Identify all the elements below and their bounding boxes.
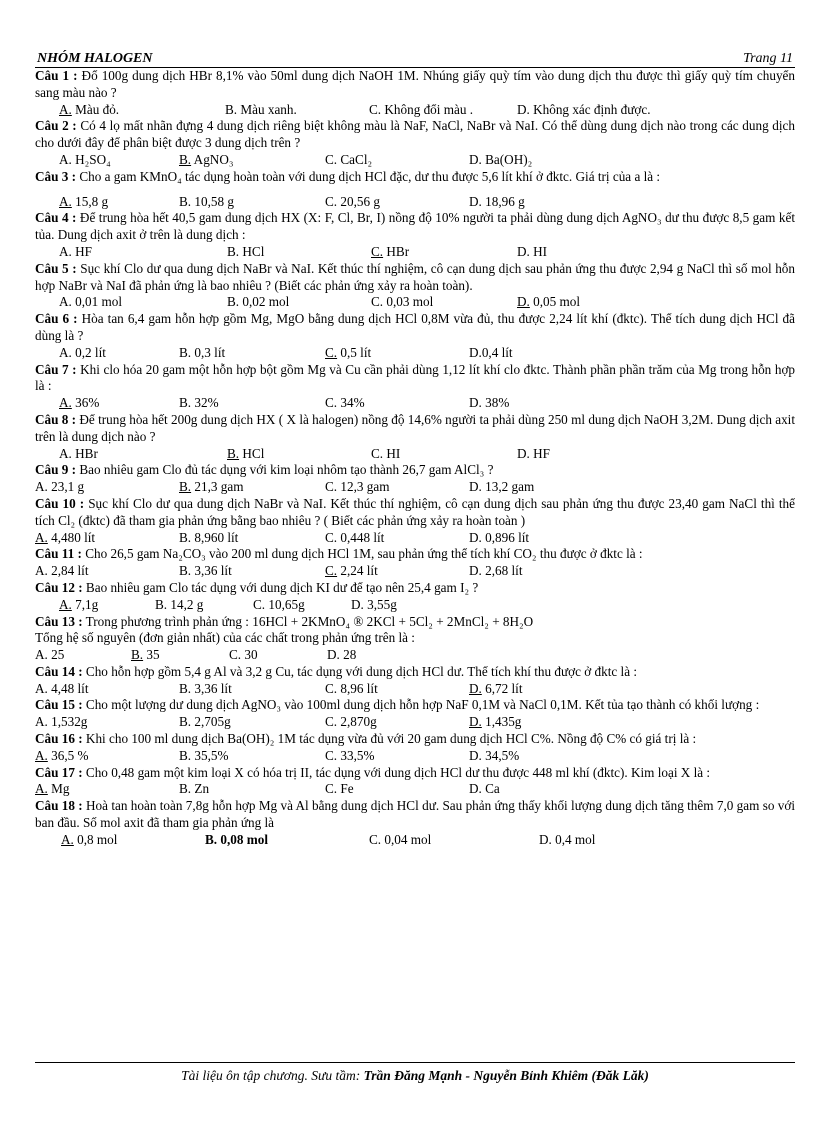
correct-option-key: C.	[325, 344, 338, 360]
option-text: 32%	[194, 395, 219, 411]
option-key: C.	[369, 101, 382, 117]
option-text: 18,96 g	[485, 193, 525, 209]
correct-option-key: B.	[179, 151, 192, 167]
option-b	[227, 244, 371, 261]
option-c	[325, 395, 469, 412]
option-d	[517, 294, 717, 311]
question-1	[35, 68, 795, 102]
question-list	[35, 68, 795, 849]
option-c	[371, 244, 517, 261]
option-text: Màu đỏ.	[75, 101, 120, 117]
option-b	[179, 781, 325, 798]
question-label: Câu 6 :	[35, 311, 78, 327]
question-text: Cho 26,5 gam Na₂CO₃ vào 200 ml dung dịch HCl 1M, sau phản ứng thể tích khí CO₂ thu được ở đktc là :	[81, 546, 643, 562]
option-key: B.	[155, 596, 168, 612]
correct-option-key: A.	[59, 395, 72, 411]
option-text: Màu xanh.	[240, 101, 297, 117]
question-label: Câu 15 :	[35, 697, 83, 713]
option-d	[469, 563, 669, 580]
option-key: C.	[325, 781, 338, 797]
option-d	[351, 597, 551, 614]
question-label: Câu 2 :	[35, 118, 77, 134]
answer-options	[35, 479, 795, 496]
question-text: Đổ 100g dung dịch HBr 8,1% vào 50ml dung dịch NaOH 1M. Nhúng giấy quỳ tím vào dung dịch thu được thì giấy quỳ tím chuyển sang màu nào ?	[35, 68, 796, 100]
question-text: Cho a gam KMnO₄ tác dụng hoàn toàn với dung dịch HCl đặc, dư thu được 5,6 lít khí ở đktc. Giá trị của a là :	[76, 168, 661, 184]
option-text: 36,5 %	[51, 747, 89, 763]
question-label: Câu 5 :	[35, 260, 77, 276]
question-label: Câu 8 :	[35, 411, 77, 427]
option-text: 0,01 mol	[75, 294, 123, 310]
option-c	[371, 446, 517, 463]
question-text: Bao nhiêu gam Clo đủ tác dụng với kim loại nhôm tạo thành 26,7 gam AlCl₃ ?	[76, 462, 494, 478]
option-key: D.	[517, 101, 530, 117]
page-header	[35, 50, 795, 68]
option-text: 35	[146, 647, 160, 663]
option-c	[325, 345, 469, 362]
option-key: C.	[253, 596, 266, 612]
option-text: HCl	[242, 243, 265, 259]
question-label: Câu 1 :	[35, 68, 78, 83]
answer-options	[35, 714, 795, 731]
option-text: HBr	[386, 243, 410, 259]
question-text: Để trung hòa hết 40,5 gam dung dịch HX (X: F, Cl, Br, I) nồng độ 10% người ta phải dùng dung dịch AgNO₃ dư thu được 8,5 gam kết tủa. Dung dịch axit ở trên là dung dịch :	[35, 210, 795, 243]
option-key: B.	[179, 680, 192, 696]
option-key: A.	[59, 294, 72, 310]
option-key: C.	[371, 294, 384, 310]
option-key: C.	[325, 747, 338, 763]
question-18	[35, 798, 795, 832]
option-text: 10,58 g	[194, 193, 234, 209]
option-text: 0,5 lít	[340, 344, 372, 360]
option-text: 0,4 lít	[481, 344, 513, 360]
option-text: HCl	[242, 445, 265, 461]
option-key: A.	[35, 479, 48, 495]
question-label: Câu 13 :	[35, 613, 83, 629]
option-text: 12,3 gam	[340, 479, 390, 495]
question-7	[35, 362, 795, 396]
option-d	[469, 479, 669, 496]
question-text: Trong phương trình phản ứng : 16HCl + 2KMnO₄ ® 2KCl + 5Cl₂ + 2MnCl₂ + 8H₂O	[82, 613, 534, 629]
option-b	[179, 714, 325, 731]
option-d	[517, 102, 717, 119]
option-key: D.	[539, 831, 552, 847]
answer-options	[35, 781, 795, 798]
option-key: D.	[517, 445, 530, 461]
option-text: 33,5%	[340, 747, 375, 763]
option-text: Không đổi màu .	[384, 101, 474, 117]
option-text: 4,48 lít	[51, 680, 89, 696]
option-b	[227, 446, 371, 463]
option-text: 6,72 lít	[485, 680, 523, 696]
option-a	[59, 395, 179, 412]
header-title: NHÓM HALOGEN	[37, 51, 153, 66]
option-text: 28	[343, 647, 357, 663]
question-9	[35, 462, 795, 479]
answer-options	[35, 102, 795, 119]
option-text: HI	[533, 243, 548, 259]
option-key: C.	[371, 445, 384, 461]
option-text: Ca	[485, 781, 500, 797]
correct-option-key: D.	[469, 680, 482, 696]
option-key: A.	[59, 344, 72, 360]
option-text: 8,96 lít	[340, 680, 378, 696]
option-a	[35, 748, 179, 765]
question-6	[35, 311, 795, 345]
option-key: C.	[325, 529, 338, 545]
option-text: Không xác định được.	[533, 101, 651, 117]
option-d	[469, 152, 669, 169]
question-text: Cho 0,48 gam một kim loại X có hóa trị II, tác dụng với dung dịch HCl dư thu được 448 ml khí (đktc). Kim loại X là :	[82, 764, 711, 780]
option-d	[327, 647, 527, 664]
option-text: 0,03 mol	[386, 294, 434, 310]
question-label: Câu 16 :	[35, 731, 83, 747]
option-c	[229, 647, 327, 664]
question-text: Cho một lượng dư dung dịch AgNO₃ vào 100ml dung dịch hỗn hợp NaF 0,1M và NaCl 0,1M. Kết tủa tạo thành có khối lượng :	[82, 697, 760, 713]
option-key: C.	[325, 680, 338, 696]
option-b	[179, 479, 325, 496]
answer-options	[35, 395, 795, 412]
footer-source: Tài liệu ôn tập chương. Sưu tầm:	[181, 1068, 364, 1083]
option-text: 4,480 lít	[51, 529, 96, 545]
option-key: D.	[469, 479, 482, 495]
option-text: 2,68 lít	[485, 563, 523, 579]
option-b	[179, 395, 325, 412]
option-text: 0,08 mol	[220, 831, 269, 847]
option-c	[325, 479, 469, 496]
option-key: C.	[229, 647, 242, 663]
correct-option-key: A.	[35, 781, 48, 797]
option-text: 8,960 lít	[194, 529, 239, 545]
option-text: 23,1 g	[51, 479, 85, 495]
option-key: D.	[469, 747, 482, 763]
option-b	[225, 102, 369, 119]
option-key: D.	[517, 243, 530, 259]
option-text: 21,3 gam	[194, 479, 244, 495]
option-b	[179, 681, 325, 698]
option-d	[517, 446, 717, 463]
option-text: 36%	[75, 395, 100, 411]
option-key: D.	[327, 647, 340, 663]
question-5	[35, 261, 795, 295]
option-c	[253, 597, 351, 614]
option-text: 0,4 mol	[555, 831, 596, 847]
option-c	[325, 748, 469, 765]
option-text: 38%	[485, 395, 510, 411]
option-text: 0,05 mol	[533, 294, 581, 310]
question-text: Để trung hòa hết 200g dung dịch HX ( X là halogen) nồng độ 14,6% người ta phải dùng 250 ml dung dịch NaOH 3,2M. Dung dịch axit trên là dung dịch nào ?	[35, 411, 796, 444]
option-key: B.	[179, 193, 192, 209]
option-d	[517, 244, 717, 261]
option-key: A.	[35, 647, 48, 663]
option-text: 0,04 mol	[384, 831, 432, 847]
option-text: CaCl₂	[340, 151, 373, 167]
option-key: D.	[469, 193, 482, 209]
answer-options	[35, 563, 795, 580]
option-key: D.	[469, 151, 482, 167]
option-key: B.	[179, 563, 192, 579]
question-17	[35, 765, 795, 782]
option-c	[325, 194, 469, 211]
option-a	[59, 597, 155, 614]
answer-options	[35, 647, 795, 664]
option-text: 2,870g	[340, 714, 377, 730]
option-b	[227, 294, 371, 311]
option-text: 34%	[340, 395, 365, 411]
option-a	[35, 530, 179, 547]
question-label: Câu 3 :	[35, 168, 77, 184]
option-a	[35, 647, 131, 664]
answer-options	[35, 446, 795, 463]
option-text: HF	[533, 445, 550, 461]
question-10	[35, 496, 795, 530]
question-15	[35, 697, 795, 714]
option-text: 25	[51, 647, 65, 663]
option-text: 3,36 lít	[194, 680, 232, 696]
option-a	[59, 194, 179, 211]
option-key: A.	[35, 680, 48, 696]
option-text: 34,5%	[485, 747, 520, 763]
option-text: 10,65g	[268, 596, 305, 612]
option-a	[59, 294, 227, 311]
question-12	[35, 580, 795, 597]
option-a	[59, 345, 179, 362]
option-b	[179, 345, 325, 362]
option-a	[35, 563, 179, 580]
option-text: 15,8 g	[75, 193, 109, 209]
option-d	[469, 714, 669, 731]
option-c	[369, 102, 517, 119]
option-key: A.	[59, 445, 72, 461]
question-text: Bao nhiêu gam Clo tác dụng với dung dịch KI dư để tạo nên 25,4 gam I₂ ?	[82, 579, 479, 595]
correct-option-key: A.	[35, 747, 48, 763]
option-text: H₂SO₄	[75, 151, 111, 167]
question-text: Hoà tan hoàn toàn 7,8g hỗn hợp Mg và Al bằng dung dịch HCl dư. Sau phản ứng thấy khối lượng dung dịch tăng thêm 7,0 gam so với ban đầu. Số mol axit đã tham gia phản ứng là	[35, 798, 795, 831]
answer-options	[35, 152, 795, 169]
option-c	[325, 563, 469, 580]
correct-option-key: B.	[227, 445, 240, 461]
option-text: Fe	[340, 781, 354, 797]
option-key: B.	[179, 781, 192, 797]
option-c	[325, 681, 469, 698]
option-a	[35, 681, 179, 698]
question-text: Khi clo hóa 20 gam một hỗn hợp bột gồm Mg và Cu cần phải dùng 1,12 lít khí clo đktc. Thành phần phần trăm của Mg trong hỗn hợp là :	[35, 361, 796, 394]
answer-options	[35, 832, 795, 849]
answer-options	[35, 244, 795, 261]
option-key: B.	[179, 395, 192, 411]
correct-option-key: B.	[179, 479, 192, 495]
option-c	[369, 832, 539, 849]
option-key: C.	[325, 395, 338, 411]
option-c	[325, 530, 469, 547]
option-text: 3,36 lít	[194, 563, 232, 579]
option-b	[205, 832, 369, 849]
option-text: 1,435g	[485, 714, 522, 730]
option-d	[539, 832, 739, 849]
footer-author: Trần Đăng Mạnh - Nguyễn Bỉnh Khiêm (Đăk Lăk)	[363, 1068, 649, 1083]
question-text: Hòa tan 6,4 gam hỗn hợp gồm Mg, MgO bằng dung dịch HCl 0,8M vừa đủ, thu được 2,24 lít khí (đktc). Thể tích dung dịch HCl đã dùng là ?	[35, 311, 796, 343]
option-text: 2,84 lít	[51, 563, 89, 579]
page	[35, 50, 795, 849]
question-14	[35, 664, 795, 681]
question-text: Sục khí Clo dư qua dung dịch NaBr và NaI. Kết thúc thí nghiệm, cô cạn dung dịch sau phản ứng thu được 23,40 gam NaCl thì thể tích Cl₂ (đktc) đã tham gia phản ứng bằng bao nhiêu ? ( Biết các phản ứng xảy ra hoàn toàn )	[35, 495, 796, 528]
option-a	[61, 832, 205, 849]
option-d	[469, 194, 669, 211]
option-a	[59, 446, 227, 463]
question-text: Cho hỗn hợp gồm 5,4 g Al và 3,2 g Cu, tác dụng với dung dịch HCl dư. Thể tích khí thu được ở đktc là :	[82, 663, 638, 679]
question-label: Câu 9 :	[35, 462, 77, 478]
option-key: B.	[227, 294, 240, 310]
correct-option-key: A.	[59, 101, 72, 117]
option-text: 3,55g	[367, 596, 397, 612]
question-text: Khi cho 100 ml dung dịch Ba(OH)₂ 1M tác dụng vừa đủ với 20 gam dung dịch HCl C%. Nồng độ C% có giá trị là :	[82, 731, 697, 747]
question-label: Câu 17 :	[35, 764, 83, 780]
option-b	[131, 647, 229, 664]
question-label: Câu 10 :	[35, 495, 85, 511]
question-text: Sục khí Clo dư qua dung dịch NaBr và NaI. Kết thúc thí nghiệm, cô cạn dung dịch sau phản ứng thu được 2,94 g NaCl thì số mol hỗn hợp NaBr và NaI đã phản ứng là bao nhiêu ? (Biết các phản ứng xảy ra hoàn toàn).	[35, 260, 795, 293]
question-3	[35, 169, 795, 186]
correct-option-key: B.	[131, 647, 144, 663]
option-key: B.	[225, 101, 238, 117]
option-key: D.	[469, 529, 482, 545]
option-c	[325, 781, 469, 798]
option-b	[179, 194, 325, 211]
option-text: Zn	[194, 781, 210, 797]
question-label: Câu 18 :	[35, 798, 83, 814]
question-label: Câu 7 :	[35, 361, 77, 377]
option-key: C.	[325, 714, 338, 730]
option-text: Ba(OH)₂	[485, 151, 533, 167]
option-d	[469, 781, 669, 798]
option-text: HI	[386, 445, 401, 461]
option-text: AgNO₃	[193, 151, 234, 167]
option-b	[155, 597, 253, 614]
answer-options	[35, 194, 795, 211]
question-16	[35, 731, 795, 748]
option-key: C.	[325, 479, 338, 495]
correct-option-key: A.	[61, 831, 74, 847]
option-a	[35, 714, 179, 731]
option-text: Mg	[51, 781, 70, 797]
correct-option-key: D.	[469, 714, 482, 730]
option-key: B.	[227, 243, 240, 259]
page-footer	[35, 1062, 795, 1084]
option-text: 0,448 lít	[340, 529, 385, 545]
option-d	[469, 681, 669, 698]
option-a	[35, 781, 179, 798]
option-text: 20,56 g	[340, 193, 380, 209]
option-c	[325, 714, 469, 731]
option-a	[59, 152, 179, 169]
option-b	[179, 530, 325, 547]
option-text: HF	[75, 243, 92, 259]
option-key: D.	[469, 781, 482, 797]
option-key: D.	[469, 344, 482, 360]
option-text: 0,3 lít	[194, 344, 226, 360]
option-key: D.	[351, 596, 364, 612]
option-key: C.	[325, 193, 338, 209]
question-11	[35, 546, 795, 563]
option-key: A.	[35, 714, 48, 730]
option-key: B.	[179, 714, 192, 730]
question-label: Câu 12 :	[35, 579, 83, 595]
option-d	[469, 395, 669, 412]
correct-option-key: A.	[59, 596, 72, 612]
option-a	[59, 102, 225, 119]
option-key: A.	[35, 563, 48, 579]
option-c	[371, 294, 517, 311]
question-13	[35, 614, 795, 631]
option-c	[325, 152, 469, 169]
answer-options	[35, 530, 795, 547]
answer-options	[35, 748, 795, 765]
option-b	[179, 748, 325, 765]
option-text: 1,532g	[51, 714, 88, 730]
question-label: Câu 4 :	[35, 210, 77, 226]
page-number: Trang 11	[743, 51, 793, 66]
question-label: Câu 11 :	[35, 546, 82, 562]
option-text: 14,2 g	[170, 596, 204, 612]
question-4	[35, 210, 795, 244]
option-key: B.	[179, 344, 192, 360]
answer-options	[35, 681, 795, 698]
option-key: A.	[59, 243, 72, 259]
option-key: B.	[205, 831, 218, 847]
option-a	[59, 244, 227, 261]
option-d	[469, 748, 669, 765]
answer-options	[35, 597, 795, 614]
option-text: 0,896 lít	[485, 529, 530, 545]
correct-option-key: A.	[35, 529, 48, 545]
correct-option-key: C.	[325, 563, 338, 579]
option-key: B.	[179, 529, 192, 545]
option-text: 0,02 mol	[242, 294, 290, 310]
question-2	[35, 118, 795, 152]
answer-options	[35, 294, 795, 311]
option-key: C.	[369, 831, 382, 847]
answer-options	[35, 345, 795, 362]
option-text: 7,1g	[75, 596, 99, 612]
question-extra-text: Tổng hệ số nguyên (đơn giản nhất) của các chất trong phản ứng trên là :	[35, 630, 415, 646]
question-8	[35, 412, 795, 446]
option-key: D.	[469, 563, 482, 579]
option-text: 2,24 lít	[340, 563, 378, 579]
option-text: 13,2 gam	[485, 479, 535, 495]
option-text: HBr	[75, 445, 98, 461]
option-key: A.	[59, 151, 72, 167]
option-text: 0,2 lít	[75, 344, 106, 360]
correct-option-key: C.	[371, 243, 384, 259]
option-d	[469, 530, 669, 547]
question-label: Câu 14 :	[35, 663, 83, 679]
option-b	[179, 563, 325, 580]
option-text: 30	[244, 647, 258, 663]
option-text: 35,5%	[194, 747, 229, 763]
option-text: 0,8 mol	[77, 831, 118, 847]
option-text: 2,705g	[194, 714, 231, 730]
option-a	[35, 479, 179, 496]
question-text: Có 4 lọ mất nhãn đựng 4 dung dịch riêng biệt không màu là NaF, NaCl, NaBr và NaI. Có thể dùng dung dịch nào trong các dung dịch cho dưới đây để phân biệt được 3 dung dịch trên ?	[35, 118, 795, 151]
option-key: B.	[179, 747, 192, 763]
option-d	[469, 345, 669, 362]
option-b	[179, 152, 325, 169]
option-key: C.	[325, 151, 338, 167]
correct-option-key: A.	[59, 193, 72, 209]
option-key: D.	[469, 395, 482, 411]
correct-option-key: D.	[517, 294, 530, 310]
